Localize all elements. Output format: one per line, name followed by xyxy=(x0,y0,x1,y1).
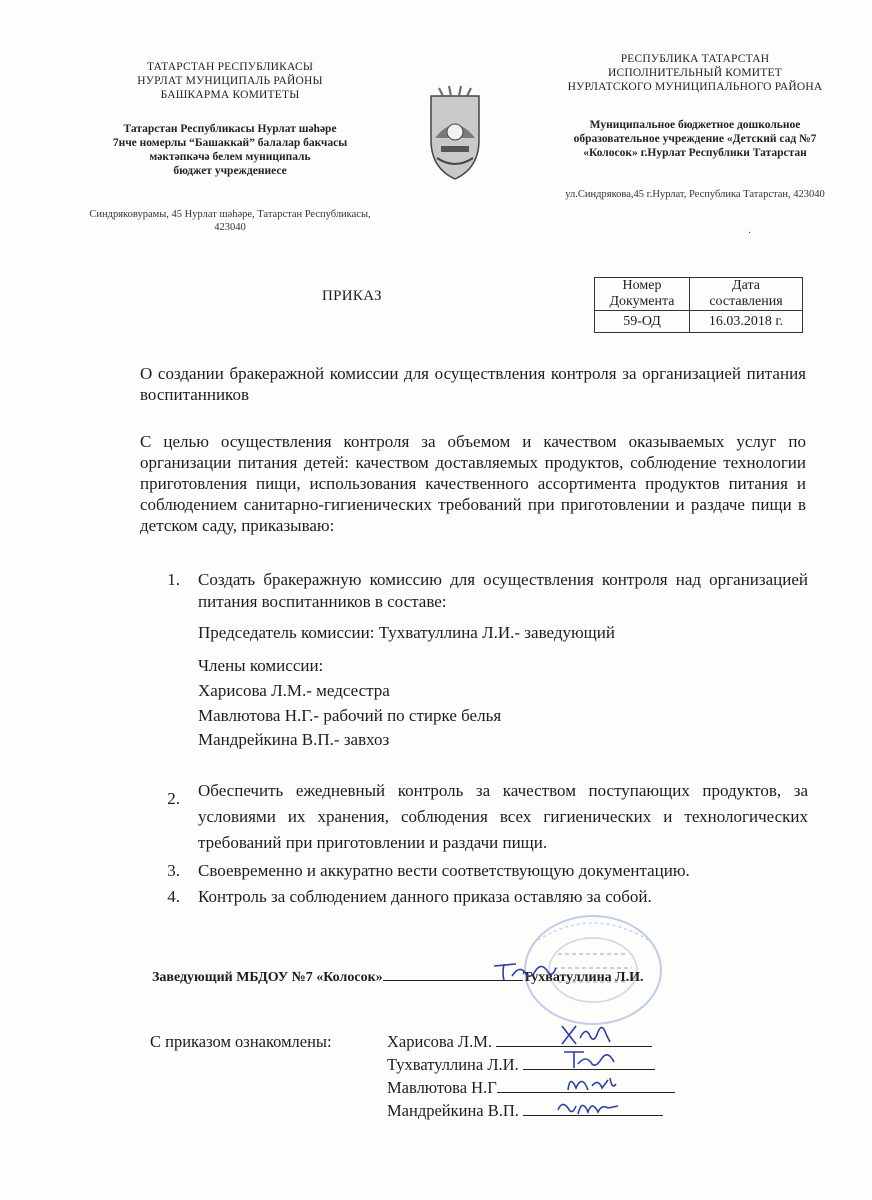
item-text: Создать бракеражную комиссию для осуществления контроля над организацией питания воспитанников в составе: xyxy=(198,570,808,611)
handwritten-signature xyxy=(560,1046,620,1072)
header-right-address: ул.Синдрякова,45 г.Нурлат, Республика Татарстан, 423040 xyxy=(565,189,825,200)
doc-date-header-1: Дата xyxy=(732,278,760,293)
header-right-org xyxy=(545,118,845,160)
head-position: Заведующий МБДОУ №7 «Колосок» xyxy=(152,970,383,985)
item-text: Своевременно и аккуратно вести соответствующую документацию. xyxy=(198,861,690,880)
doc-date-header-2: составления xyxy=(709,294,783,309)
acquainted-row xyxy=(387,1099,675,1122)
header-left-org1: Татарстан Республикасы Нурлат шәһәре xyxy=(123,123,337,135)
acquainted-label: С приказом ознакомлены: xyxy=(150,1032,332,1051)
header-left-org2: 7нче номерлы “Башаккай” балалар бакчасы xyxy=(112,137,348,149)
order-intro: С целью осуществления контроля за объемом и качеством оказываемых услуг по организации питания детей: качеством доставляемых продуктов, соблюдение технологии приготовления пищи, использования качественного ассортимента продуктов питания и соблюдением санитарно-гигиенических требований при приготовлении и раздаче пищи в детском саду, приказываю: xyxy=(140,432,806,535)
coat-of-arms-icon xyxy=(425,82,485,182)
header-left-org4: бюджет учреждениесе xyxy=(173,165,287,177)
header-left-address xyxy=(60,208,400,234)
header-right-org1: Муниципальное бюджетное дошкольное xyxy=(589,119,801,131)
doc-number: 59-ОД xyxy=(595,311,690,333)
doc-date: 16.03.2018 г. xyxy=(690,311,803,333)
acquainted-name: Мандрейкина В.П. xyxy=(387,1101,519,1120)
doc-date-header xyxy=(690,278,803,311)
commission-members-label: Члены комиссии: xyxy=(198,656,324,675)
commission-member: Мавлютова Н.Г.- рабочий по стирке белья xyxy=(198,706,502,725)
acquainted-row xyxy=(387,1076,675,1099)
header-right-org3: «Колосок» г.Нурлат Республики Татарстан xyxy=(583,147,807,159)
scan-speck: · xyxy=(748,228,752,239)
order-subject: О создании бракеражной комиссии для осуществления контроля за организацией питания воспитанников xyxy=(140,364,806,404)
doc-number-header-1: Номер xyxy=(622,278,662,293)
acquainted-name: Харисова Л.М. xyxy=(387,1032,493,1051)
handwritten-signature xyxy=(490,958,560,984)
header-left-address2: 423040 xyxy=(214,222,246,233)
header-left-address1: Синдряковурамы, 45 Нурлат шәһәре, Татарстан Республикасы, xyxy=(89,209,371,220)
header-left-line3: БАШКАРМА КОМИТЕТЫ xyxy=(160,89,300,101)
page-title: ПРИКАЗ xyxy=(322,288,382,304)
header-left-org xyxy=(60,122,400,178)
item-text: Обеспечить ежедневный контроль за качеством поступающих продуктов, за условиями их хранения, соблюдения всех гигиенических и технологических требований при приготовлении и раздачи пищи. xyxy=(198,781,808,852)
header-right-line2: ИСПОЛНИТЕЛЬНЫЙ КОМИТЕТ xyxy=(608,67,782,79)
header-right-line3: НУРЛАТСКОГО МУНИЦИПАЛЬНОГО РАЙОНА xyxy=(567,81,823,93)
acquainted-row xyxy=(387,1053,675,1076)
handwritten-signature xyxy=(552,1094,622,1120)
acquainted-row xyxy=(387,1030,675,1053)
doc-number-header-2: Документа xyxy=(609,294,675,309)
item-number: 4. xyxy=(167,887,180,906)
header-left xyxy=(60,60,400,234)
head-name: Тухватуллина Л.И. xyxy=(522,970,644,985)
commission-member: Харисова Л.М.- медсестра xyxy=(198,681,390,700)
handwritten-signature xyxy=(560,1070,620,1096)
acquainted-name: Мавлютова Н.Г xyxy=(387,1078,497,1097)
head-signature-line xyxy=(152,968,644,986)
item-number: 3. xyxy=(167,861,180,880)
item-number: 1. xyxy=(167,570,180,589)
header-left-org3: мәктәпкәчә белем муниципаль xyxy=(149,151,311,163)
item-number: 2. xyxy=(167,789,180,808)
header-right xyxy=(545,52,845,201)
acquainted-list xyxy=(387,1030,675,1122)
acquainted-name: Тухватуллина Л.И. xyxy=(387,1055,519,1074)
header-left-line1: ТАТАРСТАН РЕСПУБЛИКАСЫ xyxy=(146,61,314,73)
commission-chair: Председатель комиссии: Тухватуллина Л.И.- заведующий xyxy=(198,623,615,642)
item-text: Контроль за соблюдением данного приказа оставляю за собой. xyxy=(198,887,652,906)
header-left-line2: НУРЛАТ МУНИЦИПАЛЬ РАЙОНЫ xyxy=(137,75,323,87)
header-right-org2: образовательное учреждение «Детский сад №7 xyxy=(573,133,817,145)
commission-member: Мандрейкина В.П.- завхоз xyxy=(198,730,390,749)
header-right-line1: РЕСПУБЛИКА ТАТАРСТАН xyxy=(620,53,770,65)
doc-number-header xyxy=(595,278,690,311)
document-table xyxy=(594,277,803,333)
